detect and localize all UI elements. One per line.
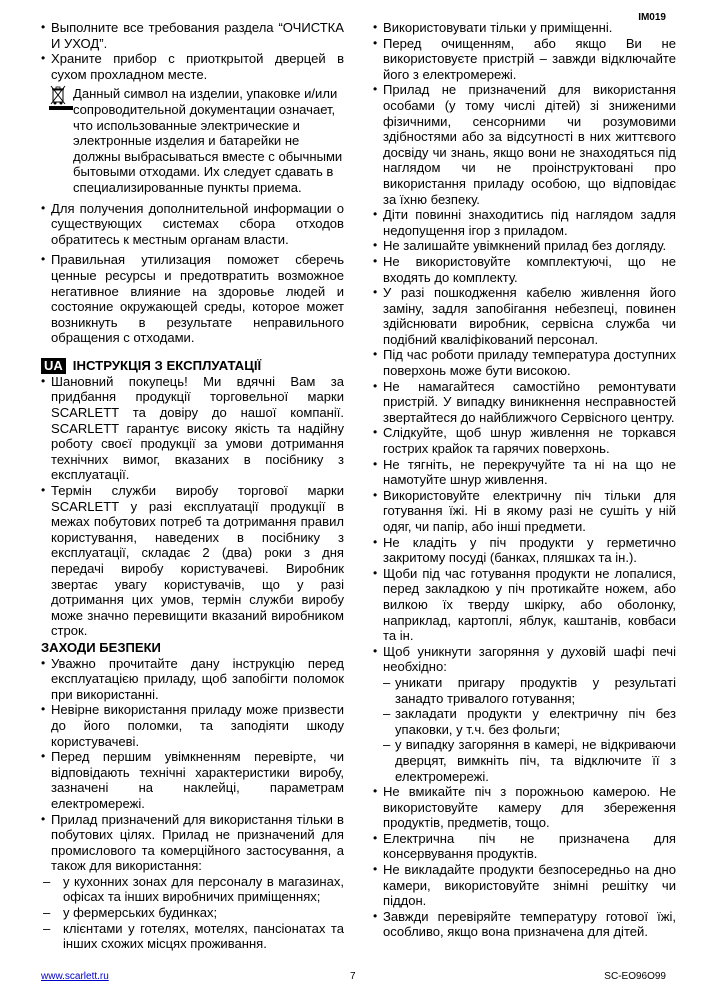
language-badge: UA — [41, 358, 66, 374]
weee-notice — [41, 86, 344, 195]
list-item: • Електрична піч не призначена для консервування продуктів. — [373, 831, 676, 862]
page-number: 7 — [350, 971, 356, 982]
list-item: – у кухонних зонах для персоналу в магазинах, офісах та інших виробничих приміщеннях; — [41, 874, 344, 905]
list-item: • Щоби під час готування продукти не лопалися, перед закладкою у піч протикайте ножем, або вилкою їх тверду шкірку, або оболонку, наприклад, картоплі, яблук, каштанів, ковбаси та ін. — [373, 566, 676, 644]
weee-text: Данный символ на изделии, упаковке и/или сопроводительной документации означает, что использованные электрические и электронные изделия и батарейки не должны выбрасываться вместе с обычными бытовыми отходами. Их следует сдавать в специализированные пункты приема. — [73, 86, 343, 195]
list-item: • Перед очищенням, або якщо Ви не використовуєте пристрій – завжди відключайте його з електромережі. — [373, 36, 676, 83]
list-item: • Храните прибор с приоткрытой дверцей в сухом прохладном месте. — [41, 51, 344, 82]
list-item: – у випадку загоряння в камері, не відкриваючи дверцят, вимкніть піч, та відключите її з електромережі. — [373, 737, 676, 784]
list-item: – уникати пригару продуктів у результаті занадто тривалого готування; — [373, 675, 676, 706]
model-code: IM019 — [638, 12, 666, 23]
list-item: • Перед першим увімкненням перевірте, чи відповідають технічні характеристики виробу, зазначені на наклейці, параметрам електромережі. — [41, 749, 344, 811]
list-item: – клієнтами у готелях, мотелях, пансіонатах та інших схожих місцях проживання. — [41, 921, 344, 952]
list-item: • Прилад призначений для використання тільки в побутових цілях. Прилад не призначений для промислового та комерційного застосування, а також для використання: — [41, 812, 344, 874]
list-item: • Выполните все требования раздела “ОЧИСТКА И УХОД”. — [41, 20, 344, 51]
list-item: • Не намагайтеся самостійно ремонтувати пристрій. У випадку виникнення несправностей звертайтеся до найближчого Сервісного центру. — [373, 379, 676, 426]
left-column — [41, 20, 344, 952]
list-item: • Не вмикайте піч з порожньою камерою. Не використовуйте камеру для збереження продуктів, предметів, тощо. — [373, 784, 676, 831]
ua-section-heading — [41, 358, 344, 374]
list-item: • Діти повинні знаходитись під наглядом задля недопущення ігор з приладом. — [373, 207, 676, 238]
website-link[interactable]: www.scarlett.ru — [41, 971, 109, 982]
list-item: • Термін служби виробу торгової марки SCARLETT у разі експлуатації продукції в межах побутових потреб та дотримання правил користування, наведених в посібнику з експлуатації, складає 2 (два) роки з дня передачі виробу користувачеві. Виробник звертає увагу користувачів, що у разі дотримання цих умов, термін служби виробу може значно перевищити вказаний виробником строк. — [41, 483, 344, 639]
list-item: • Слідкуйте, щоб шнур живлення не торкався гострих крайок та гарячих поверхонь. — [373, 425, 676, 456]
list-item: • Уважно прочитайте дану інструкцію перед експлуатацією приладу, щоб запобігти поломок при використанні. — [41, 656, 344, 703]
list-item: • Не залишайте увімкнений прилад без догляду. — [373, 238, 676, 254]
list-item: • Не використовуйте комплектуючі, що не входять до комплекту. — [373, 254, 676, 285]
safety-heading: ЗАХОДИ БЕЗПЕКИ — [41, 639, 161, 655]
list-item: • Не викладайте продукти безпосередньо на дно камери, використовуйте знімні решітку чи піддон. — [373, 862, 676, 909]
list-item: • Правильная утилизация поможет сберечь ценные ресурсы и предотвратить возможное негативное влияние на здоровье людей и состояние окружающей среды, которое может возникнуть в результате неправильного обращения с отходами. — [41, 252, 344, 346]
list-item: • Не кладіть у піч продукти у герметично закритому посуді (банках, пляшках та ін.). — [373, 535, 676, 566]
list-item: – у фермерських будинках; — [41, 905, 344, 921]
crossed-out-wheelie-bin-icon — [50, 85, 66, 105]
list-item: • Під час роботи приладу температура доступних поверхонь може бути високою. — [373, 347, 676, 378]
list-item: • Прилад не призначений для використання особами (у тому числі дітей) зі зниженими фізичними, сенсорними чи розумовими здібностями або за відсутності в них життєвого досвіду чи знань, якщо вони не знаходяться під наглядом чи не проінструктовані про використання приладу особою, що відповідає за їхню безпеку. — [373, 82, 676, 207]
section-title: ІНСТРУКЦІЯ З ЕКСПЛУАТАЦІЇ — [72, 357, 262, 373]
list-item: • Для получения дополнительной информации о существующих системах сбора отходов обратитесь к местным органам власти. — [41, 201, 344, 248]
right-column — [373, 20, 676, 940]
list-item: • У разі пошкодження кабелю живлення його заміну, задля запобігання небезпеці, повинен здійснювати виробник, сервісна служба чи подібний кваліфікований персонал. — [373, 285, 676, 347]
list-item: • Щоб уникнути загоряння у духовій шафі печі необхідно: — [373, 644, 676, 675]
list-item: • Невірне використання приладу може призвести до його поломки, та заподіяти шкоду користувачеві. — [41, 702, 344, 749]
list-item: • Шановний покупець! Ми вдячні Вам за придбання продукції торговельної марки SCARLETT та довіру до нашої компанії. SCARLETT гарантує високу якість та надійну роботу своєї продукції за умови дотримання технічних вимог, вказаних в посібнику з експлуатації. — [41, 374, 344, 483]
list-item: • Використовуйте електричну піч тільки для готування їжі. Ні в якому разі не сушіть у ній одяг, чи папір, або інші предмети. — [373, 488, 676, 535]
footer-model: SC-EO96O99 — [604, 971, 666, 982]
list-item: • Використовувати тільки у приміщенні. — [373, 20, 676, 36]
list-item: • Завжди перевіряйте температуру готової їжі, особливо, якщо вона призначена для дітей. — [373, 909, 676, 940]
weee-bar — [49, 106, 73, 110]
list-item: – закладати продукти у електричну піч без упаковки, у т.ч. без фольги; — [373, 706, 676, 737]
list-item: • Не тягніть, не перекручуйте та ні на що не намотуйте шнур живлення. — [373, 457, 676, 488]
